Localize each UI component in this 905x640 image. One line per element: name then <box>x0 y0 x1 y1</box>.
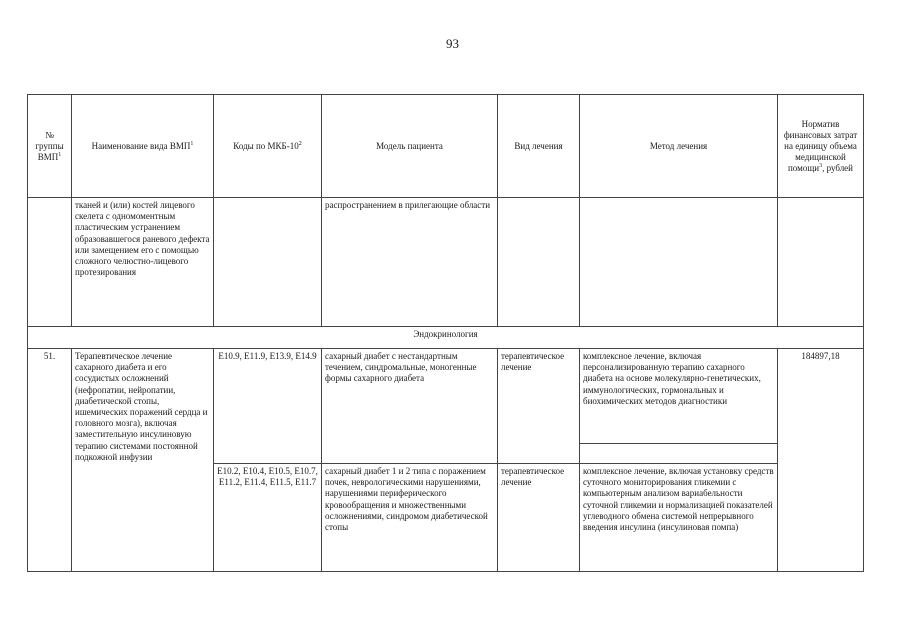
entry-type-2: терапевтическое лечение <box>498 464 580 572</box>
entry-model-1: сахарный диабет с нестандартным течением, синдромальные, моногенные формы сахарного диабета <box>322 349 498 464</box>
entry-type-1: терапевтическое лечение <box>498 349 580 464</box>
cont-codes-cell <box>214 198 322 327</box>
header-treatment-type: Вид лечения <box>498 95 580 198</box>
entry-method-2: комплексное лечение, включая установку средств суточного мониторирования гликемии с компьютерным анализом вариабельности суточной гликемии и нормализацией показателей углеводного обмена системой непрерывного введения инсулина (инсулиновая помпа) <box>580 464 778 572</box>
entry-codes-2: E10.2, E10.4, E10.5, E10.7, E11.2, E11.4, E11.5, E11.7 <box>214 464 322 572</box>
entry-model-2: сахарный диабет 1 и 2 типа с поражением почек, неврологическими нарушениями, нарушениями периферического кровообращения и множественными осложнениями, синдромом диабетической стопы <box>322 464 498 572</box>
entry-cost-norm: 184897,18 <box>778 349 864 572</box>
header-cost-norm: Норматив финансовых затрат на единицу объема медицинской помощи$^3$, рублей <box>778 95 864 198</box>
cont-name-cell: тканей и (или) костей лицевого скелета с одномоментным пластическим устранением образовавшегося раневого дефекта или замещением его с помощью сложного челюстно-лицевого протезирования <box>72 198 214 327</box>
header-treatment-method: Метод лечения <box>580 95 778 198</box>
entry-codes-1: E10.9, E11.9, E13.9, E14.9 <box>214 349 322 464</box>
header-row <box>28 95 864 198</box>
entry-method-1-extra <box>580 444 778 464</box>
cont-norm-cell <box>778 198 864 327</box>
header-icd-codes: Коды по МКБ-$10^2$ <box>214 95 322 198</box>
entry-method-1: комплексное лечение, включая персонализированную терапию сахарного диабета на основе молекулярно-генетических, иммунологических, гормональных и биохимических методов диагностики <box>580 349 778 444</box>
cont-model-cell: распространением в прилегающие области <box>322 198 498 327</box>
header-group-number: № группы ВМП$^1$ <box>28 95 72 198</box>
cont-method-cell <box>580 198 778 327</box>
continuation-row <box>28 198 864 327</box>
section-title: Эндокринология <box>28 327 864 349</box>
header-patient-model: Модель пациента <box>322 95 498 198</box>
entry-row-1 <box>28 349 864 444</box>
entry-number: 51. <box>28 349 72 572</box>
entry-name: Терапевтическое лечение сахарного диабета и его сосудистых осложнений (нефропатии, нейропатии, диабетической стопы, ишемических поражений сердца и головного мозга), включая заместительную инсулиновую терапию системами постоянной подкожной инфузии <box>72 349 214 572</box>
header-vmp-name: Наименование вида ВМП$^1$ <box>72 95 214 198</box>
vmp-table <box>27 94 864 572</box>
cont-number-cell <box>28 198 72 327</box>
section-row <box>28 327 864 349</box>
page-number: 93 <box>446 36 459 51</box>
cont-type-cell <box>498 198 580 327</box>
